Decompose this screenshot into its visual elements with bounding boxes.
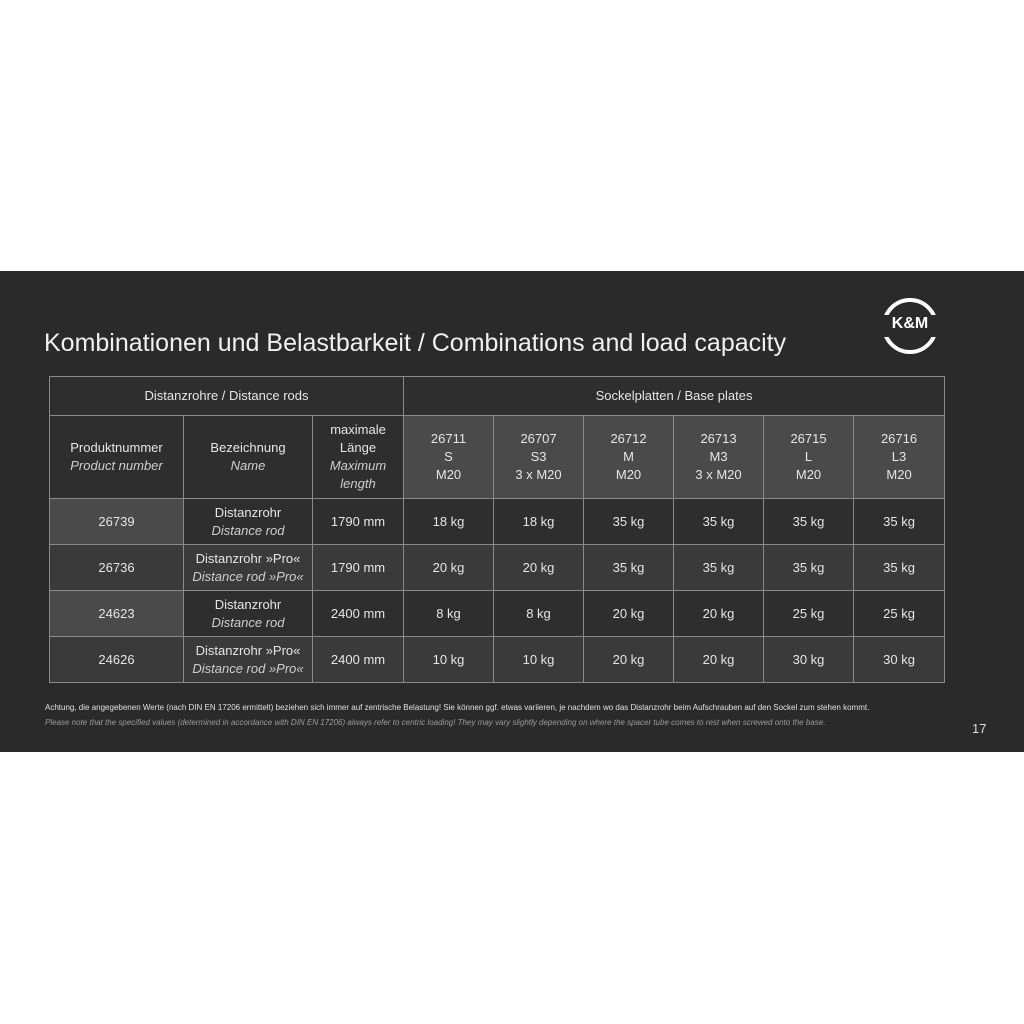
plate-number: 26707: [520, 431, 557, 446]
header-length-de-1: maximale: [330, 422, 386, 437]
header-name: [184, 416, 313, 499]
cell-name-de: Distanzrohr »Pro«: [195, 550, 301, 566]
cell-load: 35 kg: [854, 545, 945, 591]
cell-name-de: Distanzrohr: [214, 596, 282, 612]
cell-name-en: Distance rod »Pro«: [192, 660, 304, 676]
header-length-de-2: Länge: [339, 440, 377, 455]
plate-size: M: [623, 449, 634, 464]
header-name-en: Name: [230, 458, 266, 473]
cell-load: 35 kg: [854, 499, 945, 545]
plate-number: 26713: [700, 431, 737, 446]
header-plate: [494, 416, 584, 499]
header-length-en-1: Maximum: [329, 458, 387, 473]
header-product-number-de: Produktnummer: [70, 440, 163, 455]
plate-thread: 3 x M20: [515, 467, 562, 482]
cell-load: 18 kg: [404, 499, 494, 545]
header-plate: [404, 416, 494, 499]
cell-load: 35 kg: [764, 499, 854, 545]
footnotes: [45, 700, 975, 730]
cell-load: 20 kg: [674, 591, 764, 637]
header-plate: [674, 416, 764, 499]
table-row: [50, 637, 945, 683]
table-row: [50, 499, 945, 545]
cell-load: 35 kg: [674, 499, 764, 545]
plate-size: L3: [891, 449, 907, 464]
combinations-table: [49, 376, 945, 683]
header-product-number-en: Product number: [70, 458, 163, 473]
plate-thread: M20: [615, 467, 642, 482]
cell-load: 25 kg: [764, 591, 854, 637]
table-row: [50, 591, 945, 637]
cell-name-de: Distanzrohr: [214, 504, 282, 520]
content-panel: [0, 271, 1024, 752]
cell-load: 20 kg: [584, 591, 674, 637]
cell-name-de: Distanzrohr »Pro«: [195, 642, 301, 658]
note-german: Achtung, die angegebenen Werte (nach DIN EN 17206 ermittelt) beziehen sich immer auf zentrische Belastung! Sie können ggf. etwas variieren, je nachdem wo das Distanzrohr beim Aufschrauben auf den Sockel zum stehen kommt.: [45, 703, 870, 712]
cell-load: 20 kg: [494, 545, 584, 591]
cell-name: [184, 499, 313, 545]
cell-load: 35 kg: [584, 545, 674, 591]
plate-thread: M20: [886, 467, 912, 482]
cell-name: [184, 545, 313, 591]
cell-length: 1790 mm: [313, 545, 404, 591]
cell-load: 10 kg: [404, 637, 494, 683]
cell-name: [184, 591, 313, 637]
cell-load: 20 kg: [584, 637, 674, 683]
page-title: Kombinationen und Belastbarkeit / Combinations and load capacity: [44, 329, 787, 357]
cell-load: 20 kg: [674, 637, 764, 683]
note-english: Please note that the specified values (determined in accordance with DIN EN 17206) always refer to centric loading! They may vary slightly depending on where the spacer tube comes to rest when screwed onto the base.: [45, 718, 826, 727]
cell-product: 26736: [50, 545, 184, 591]
cell-length: 1790 mm: [313, 499, 404, 545]
cell-load: 35 kg: [764, 545, 854, 591]
table-row: [50, 545, 945, 591]
cell-load: 35 kg: [674, 545, 764, 591]
header-plate: [764, 416, 854, 499]
cell-load: 18 kg: [494, 499, 584, 545]
header-max-length: [313, 416, 404, 499]
cell-product: 24626: [50, 637, 184, 683]
cell-load: 35 kg: [584, 499, 674, 545]
plate-thread: M20: [435, 467, 462, 482]
plate-thread: 3 x M20: [695, 467, 742, 482]
cell-load: 30 kg: [764, 637, 854, 683]
cell-load: 8 kg: [494, 591, 584, 637]
plate-size: L: [804, 449, 813, 464]
cell-length: 2400 mm: [313, 637, 404, 683]
cell-product: 24623: [50, 591, 184, 637]
group-header-base-plates: Sockelplatten / Base plates: [404, 377, 945, 416]
page-number: 17: [972, 721, 987, 736]
header-length-en-2: length: [340, 476, 376, 491]
cell-load: 8 kg: [404, 591, 494, 637]
plate-number: 26716: [880, 431, 918, 446]
cell-name: [184, 637, 313, 683]
cell-load: 10 kg: [494, 637, 584, 683]
cell-load: 30 kg: [854, 637, 945, 683]
cell-name-en: Distance rod: [211, 614, 285, 630]
cell-name-en: Distance rod »Pro«: [192, 568, 304, 584]
plate-number: 26712: [610, 431, 647, 446]
plate-size: S: [444, 449, 453, 464]
header-plate: [584, 416, 674, 499]
cell-name-en: Distance rod: [211, 522, 285, 538]
logo-text: K&M: [891, 315, 929, 332]
group-header-distance-rods: Distanzrohre / Distance rods: [50, 377, 404, 416]
header-plate: [854, 416, 945, 499]
cell-load: 20 kg: [404, 545, 494, 591]
plate-number: 26715: [790, 431, 827, 446]
plate-number: 26711: [430, 431, 467, 446]
cell-length: 2400 mm: [313, 591, 404, 637]
header-product-number: [50, 416, 184, 499]
plate-size: S3: [530, 449, 547, 464]
km-brand-logo: [879, 295, 941, 357]
plate-thread: M20: [795, 467, 822, 482]
cell-product: 26739: [50, 499, 184, 545]
cell-load: 25 kg: [854, 591, 945, 637]
header-name-de: Bezeichnung: [210, 440, 286, 455]
plate-size: M3: [709, 449, 728, 464]
